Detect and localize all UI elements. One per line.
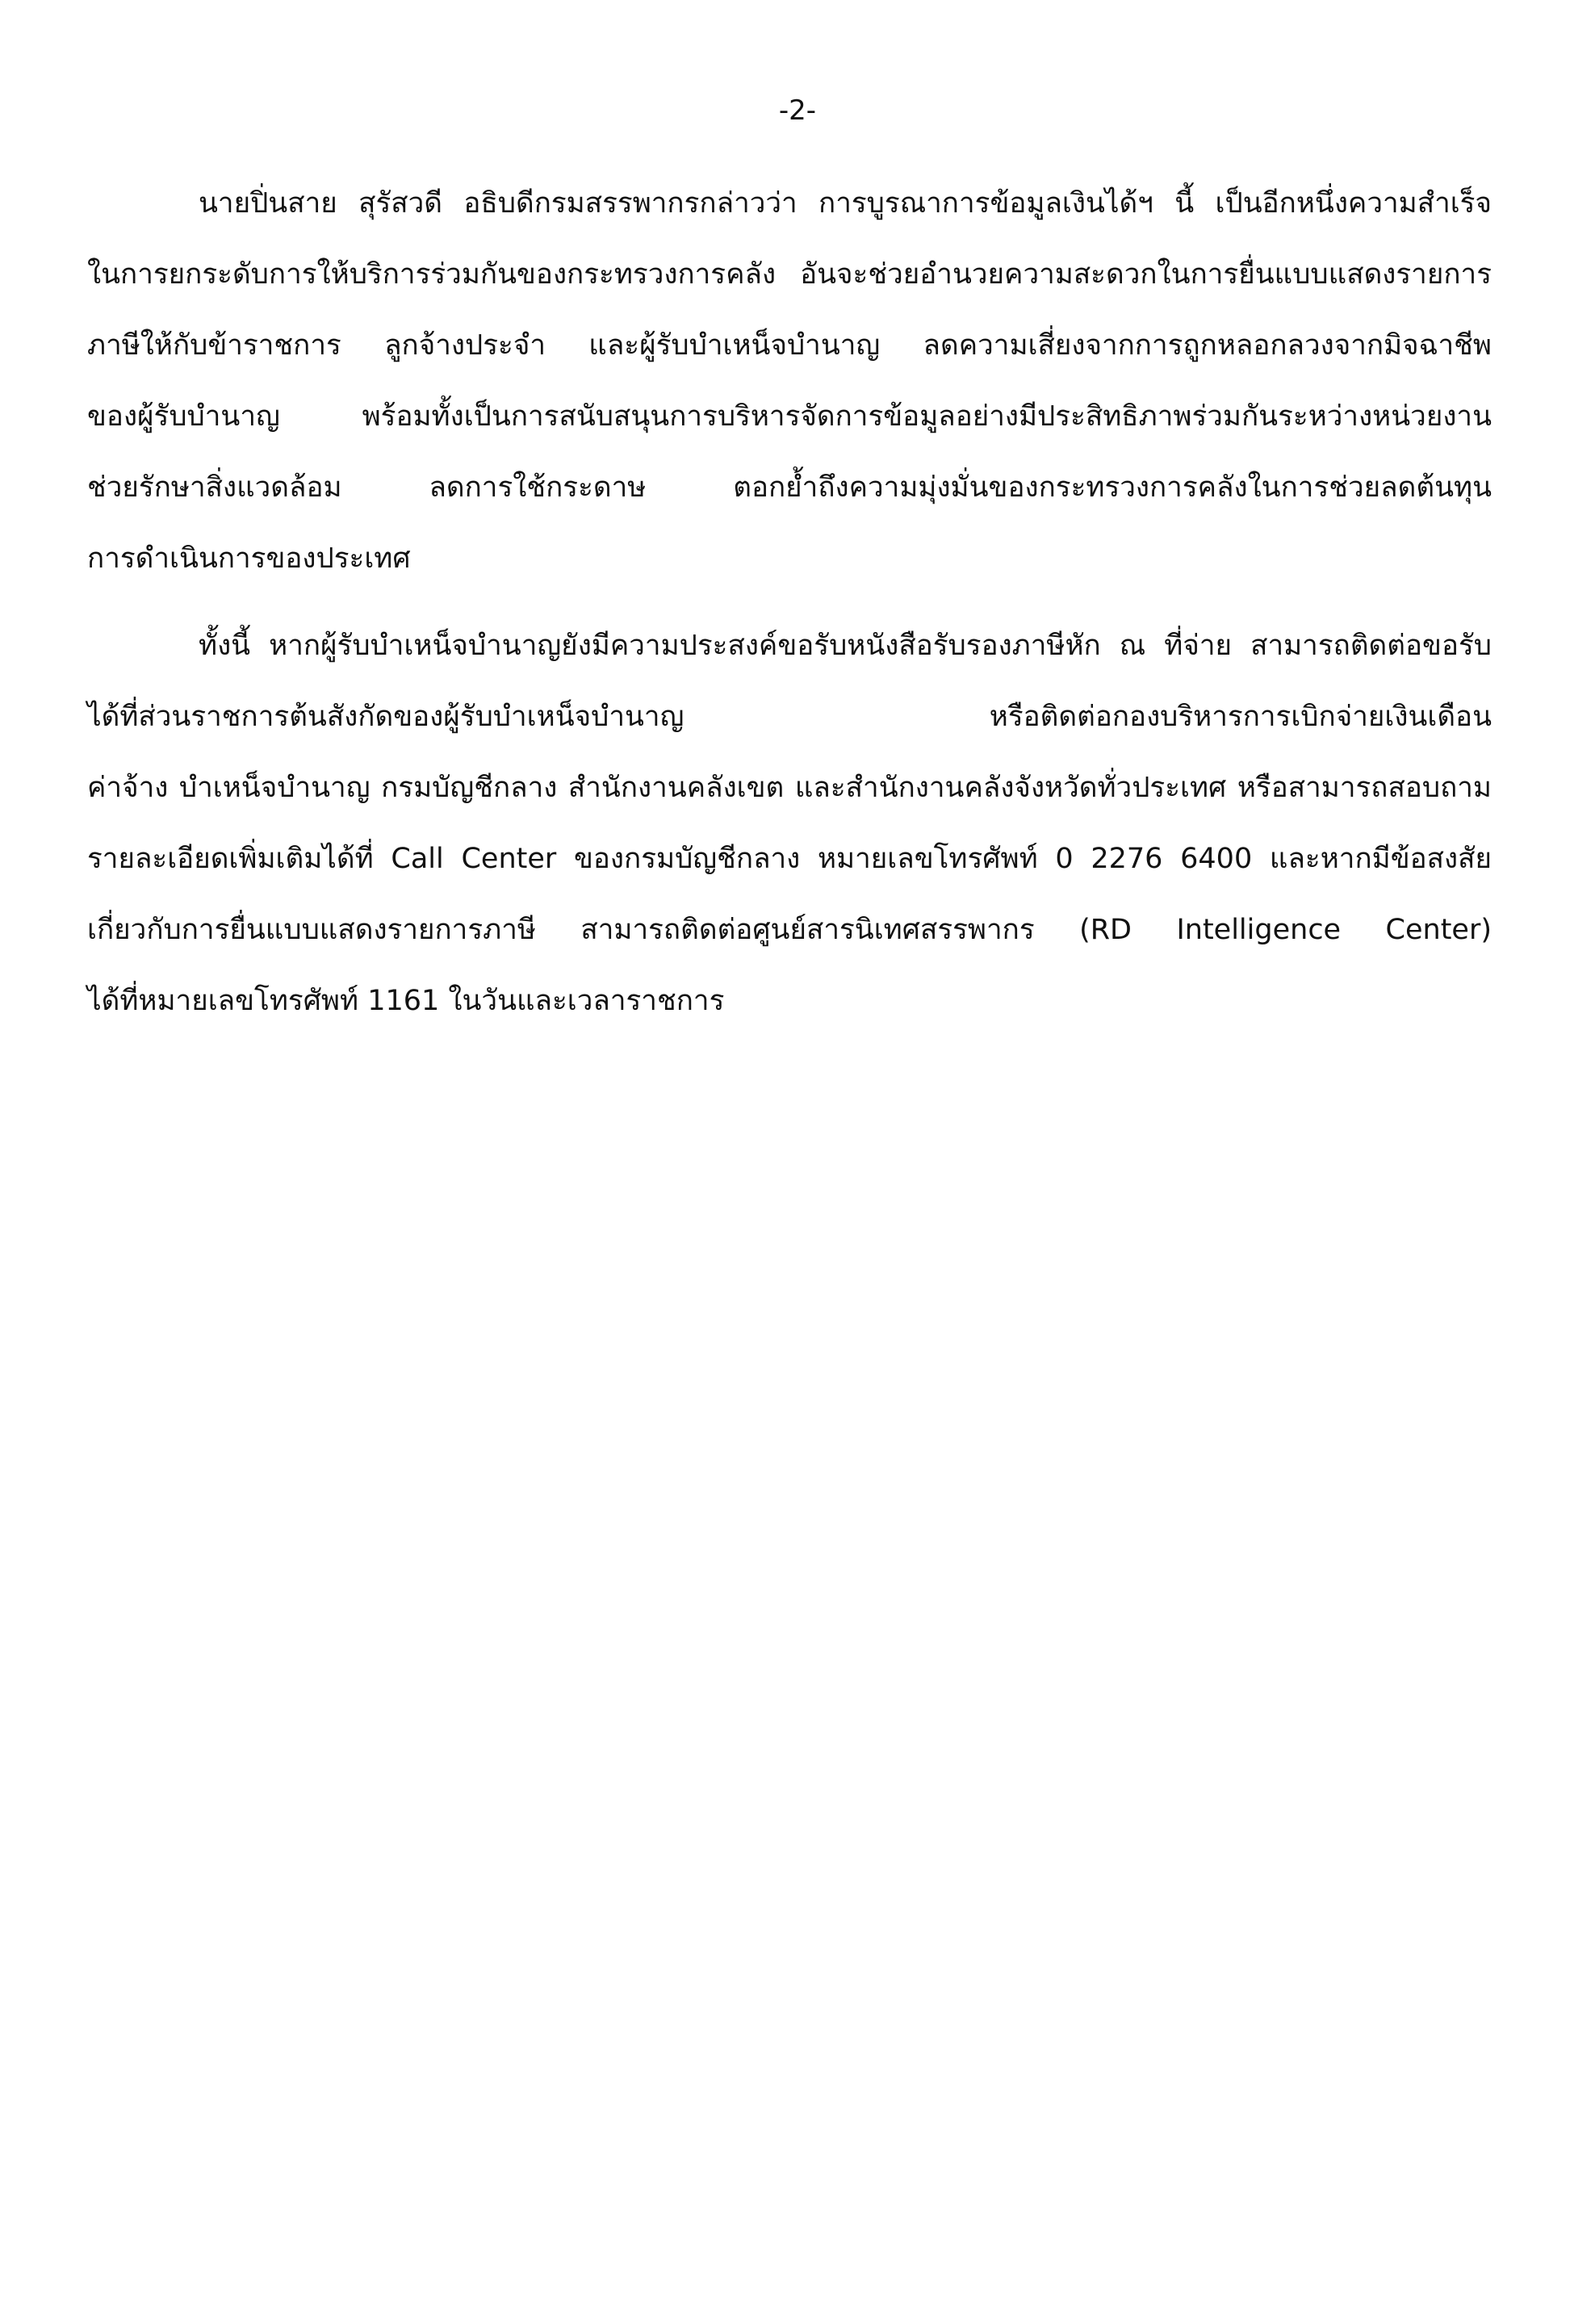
paragraph-line: ค่าจ้าง บำเหน็จบำนาญ กรมบัญชีกลาง สำนักงานคลังเขต และสำนักงานคลังจังหวัดทั่วประเทศ หรือสามารถสอบถาม (87, 772, 1492, 804)
paragraph-line: ในการยกระดับการให้บริการร่วมกันของกระทรวงการคลัง อันจะช่วยอำนวยความสะดวกในการยื่นแบบแสดงรายการ (87, 258, 1492, 291)
paragraph-line: รายละเอียดเพิ่มเติมได้ที่ Call Center ของกรมบัญชีกลาง หมายเลขโทรศัพท์ 0 2276 6400 และหากมีข้อสงสัย (87, 843, 1492, 875)
paragraph-2 (87, 610, 1492, 1036)
paragraph-line: เกี่ยวกับการยื่นแบบแสดงรายการภาษี สามารถติดต่อศูนย์สารนิเทศสรรพากร (RD Intelligence Center) (87, 914, 1492, 946)
page-number: -2- (778, 94, 817, 127)
body-text (87, 168, 1492, 1053)
paragraph-line: ภาษีให้กับข้าราชการ ลูกจ้างประจำ และผู้รับบำเหน็จบำนาญ ลดความเสี่ยงจากการถูกหลอกลวงจากมิจฉาชีพ (87, 329, 1492, 362)
paragraph-line: การดำเนินการของประเทศ (87, 542, 411, 575)
paragraph-line: ช่วยรักษาสิ่งแวดล้อม ลดการใช้กระดาษ ตอกย้ำถึงความมุ่งมั่นของกระทรวงการคลังในการช่วยลดต้นทุน (87, 471, 1492, 504)
paragraph-line: ทั้งนี้ หากผู้รับบำเหน็จบำนาญยังมีความประสงค์ขอรับหนังสือรับรองภาษีหัก ณ ที่จ่าย สามารถติดต่อขอรับ (199, 630, 1492, 662)
paragraph-line: ได้ที่หมายเลขโทรศัพท์ 1161 ในวันและเวลาราชการ (87, 985, 725, 1017)
paragraph-line: ของผู้รับบำนาญ พร้อมทั้งเป็นการสนับสนุนการบริหารจัดการข้อมูลอย่างมีประสิทธิภาพร่วมกันระหว่างหน่วยงาน (87, 400, 1492, 433)
paragraph-1 (87, 168, 1492, 594)
paragraph-line: นายปิ่นสาย สุรัสวดี อธิบดีกรมสรรพากรกล่าวว่า การบูรณาการข้อมูลเงินได้ฯ นี้ เป็นอีกหนึ่งความสำเร็จ (199, 187, 1492, 220)
paragraph-line: ได้ที่ส่วนราชการต้นสังกัดของผู้รับบำเหน็จบำนาญ หรือติดต่อกองบริหารการเบิกจ่ายเงินเดือน (87, 701, 1492, 733)
